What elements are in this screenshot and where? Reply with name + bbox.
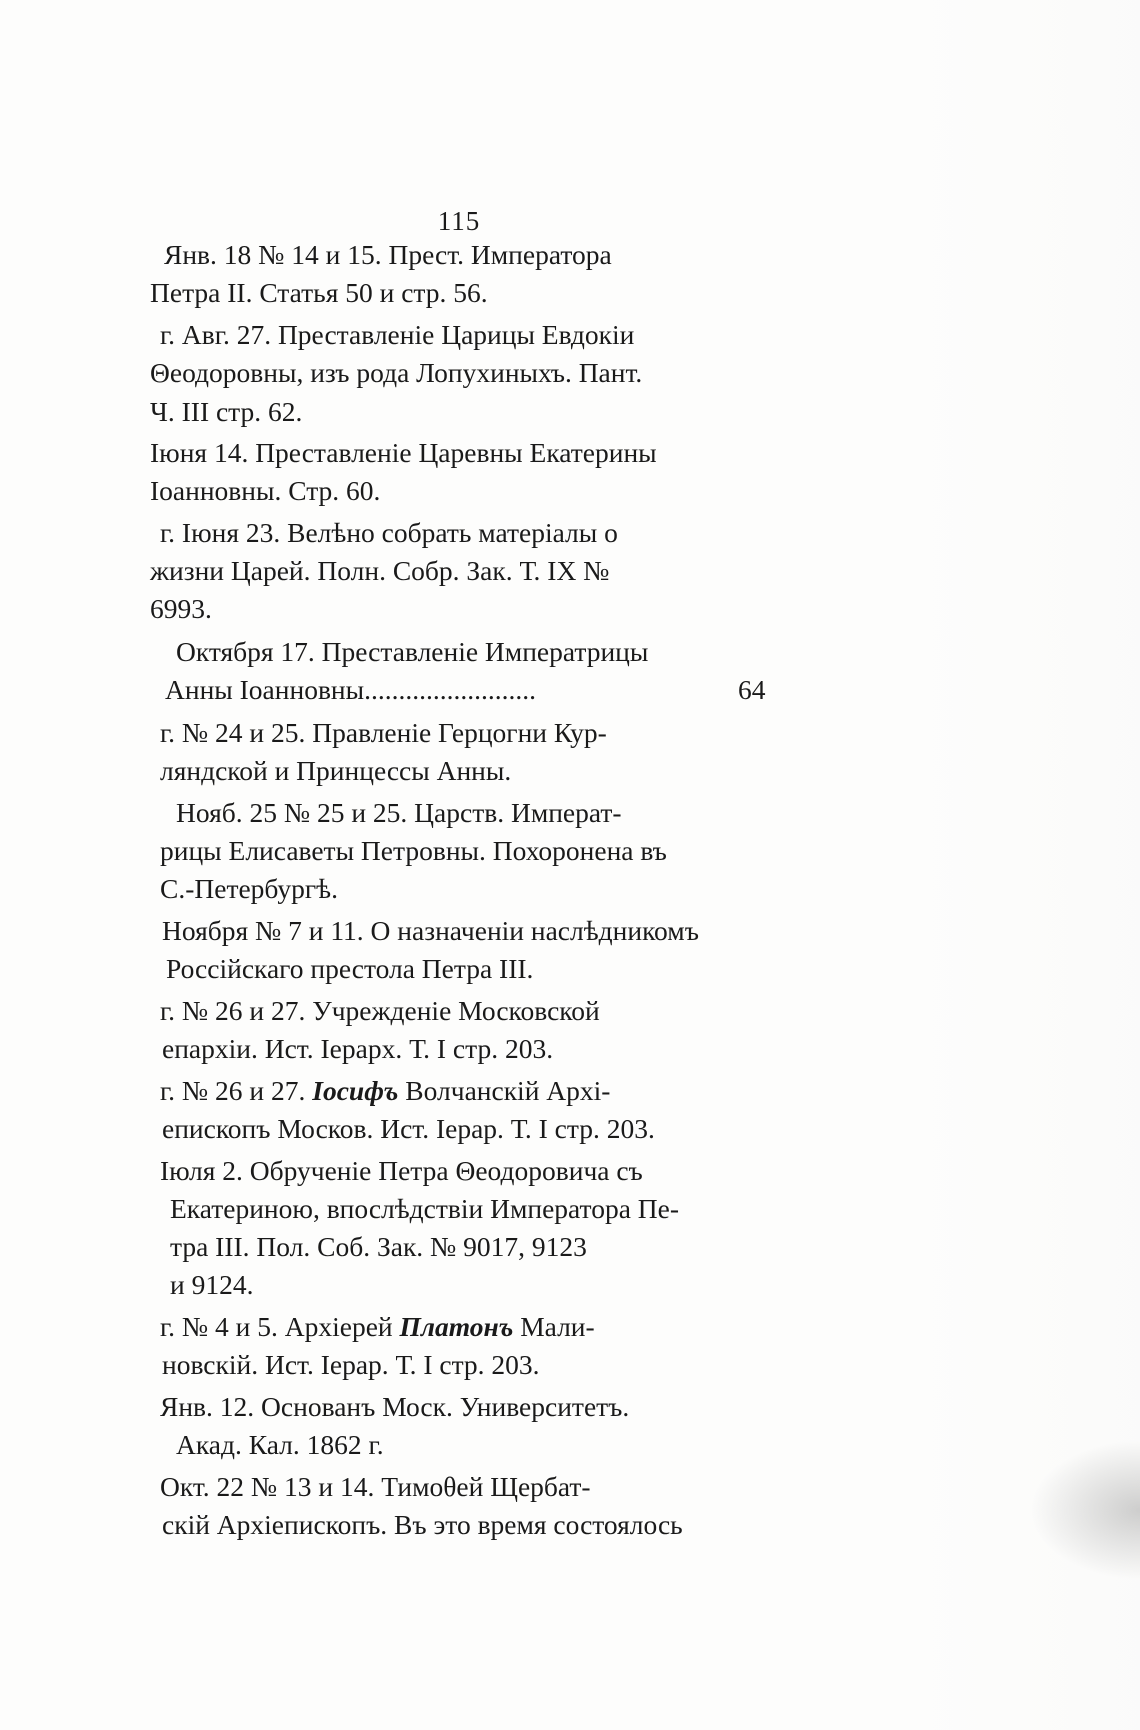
text-line: С.-Петербургѣ. — [160, 873, 338, 904]
text-line: г. № 26 и 27. Учрежденіе Московской — [160, 995, 600, 1026]
text-line: тра III. Пол. Соб. Зак. № 9017, 9123 — [170, 1231, 587, 1262]
text-line: епархіи. Ист. Іерарх. Т. I стр. 203. — [162, 1033, 554, 1064]
text-line: новскій. Ист. Іерар. Т. I стр. 203. — [162, 1349, 540, 1380]
text-line: Россійскаго престола Петра III. — [166, 953, 534, 984]
text-line: Екатериною, впослѣдствіи Императора Пе- — [170, 1193, 680, 1224]
text-line: г. № 26 и 27. Іосифъ Волчанскій Архі- — [160, 1075, 611, 1106]
text-line: Θеодоровны, изъ рода Лопухиныхъ. Пант. — [150, 357, 643, 388]
margin-page-ref: 64 — [738, 674, 766, 705]
text-line: скій Архіепископъ. Въ это время состоялось — [162, 1509, 683, 1540]
text-line: Іоанновны. Стр. 60. — [150, 475, 381, 506]
text-line: Петра II. Статья 50 и стр. 56. — [150, 277, 488, 308]
text-line: Ч. III стр. 62. — [150, 396, 303, 427]
text-line: г. Авг. 27. Преставленіе Царицы Евдокіи — [160, 319, 635, 350]
page-number: 115 — [437, 206, 481, 236]
text-line: жизни Царей. Полн. Собр. Зак. Т. IX № — [150, 555, 610, 586]
text-line: г. Іюня 23. Велѣно собрать матеріалы о — [160, 517, 618, 548]
text-line: и 9124. — [170, 1269, 254, 1300]
text-line: Окт. 22 № 13 и 14. Тимоθей Щербат- — [160, 1471, 591, 1502]
text-line: Янв. 12. Основанъ Моск. Университетъ. — [160, 1391, 630, 1422]
text-line: Нояб. 25 № 25 и 25. Царств. Императ- — [176, 797, 622, 828]
italic-name: Іосифъ — [312, 1075, 399, 1106]
text-line: 6993. — [150, 593, 212, 624]
text-line: г. № 24 и 25. Правленіе Герцогни Кур- — [160, 717, 607, 748]
text-line: Янв. 18 № 14 и 15. Прест. Императора — [164, 239, 612, 270]
text-line: Октября 17. Преставленіе Императрицы — [176, 636, 649, 667]
italic-name: Платонъ — [399, 1311, 514, 1342]
text-line: Акад. Кал. 1862 г. — [176, 1429, 384, 1460]
text-line: г. № 4 и 5. Архіерей Платонъ Мали- — [160, 1311, 595, 1342]
text-line: Ноября № 7 и 11. О назначеніи наслѣдникомъ — [162, 915, 699, 946]
text-line: епископъ Москов. Ист. Іерар. Т. I стр. 203. — [162, 1113, 655, 1144]
text-line: Іюля 2. Обрученіе Петра Θеодоровича съ — [160, 1155, 643, 1186]
text-line: Анны Іоанновны......................... — [165, 674, 536, 705]
text-line: Іюня 14. Преставленіе Царевны Екатерины — [150, 437, 657, 468]
text-line: ляндской и Принцессы Анны. — [160, 755, 512, 786]
text-line: рицы Елисаветы Петровны. Похоронена въ — [160, 835, 667, 866]
